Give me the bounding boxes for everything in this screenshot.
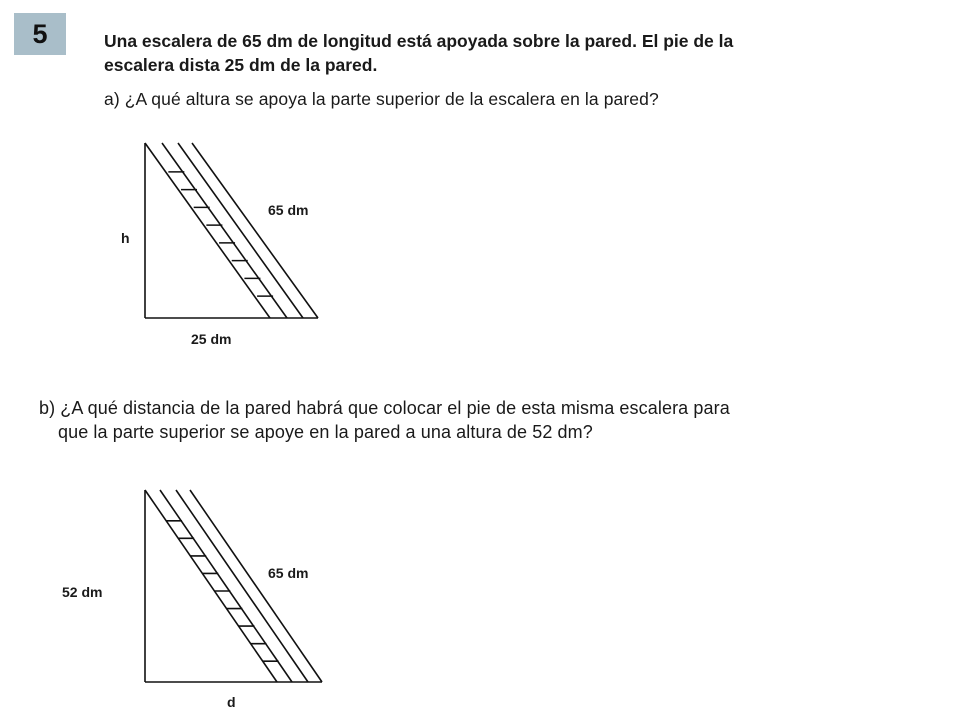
figure-a-base-label: 25 dm <box>191 331 232 347</box>
figure-b-triangle <box>145 490 322 682</box>
figure-b-height-label: 52 dm <box>62 584 103 600</box>
question-b-line-1: b) ¿A qué distancia de la pared habrá que colocar el pie de esta misma escalera para <box>39 398 730 418</box>
problem-statement-line-2: escalera dista 25 dm de la pared. <box>104 55 378 75</box>
figure-b-base-label: d <box>227 694 236 710</box>
figure-b-ladder-label: 65 dm <box>268 565 309 581</box>
problem-number: 5 <box>32 18 48 49</box>
figure-b-ladder-rungs <box>166 521 279 661</box>
figure-b-ladder-middle-rail <box>176 490 308 682</box>
figure-a-ladder-label: 65 dm <box>268 202 309 218</box>
figure-b-ladder-left-rail <box>145 490 277 682</box>
figure-b-ladder-right-rail <box>190 490 322 682</box>
problem-statement-line-1: Una escalera de 65 dm de longitud está apoyada sobre la pared. El pie de la <box>104 31 734 51</box>
question-b-line-2: que la parte superior se apoye en la pared a una altura de 52 dm? <box>58 422 593 442</box>
question-a: a) ¿A qué altura se apoya la parte superior de la escalera en la pared? <box>104 89 659 109</box>
figure-b-ladder-inner-rail <box>160 490 292 682</box>
figure-a-height-label: h <box>121 230 130 246</box>
